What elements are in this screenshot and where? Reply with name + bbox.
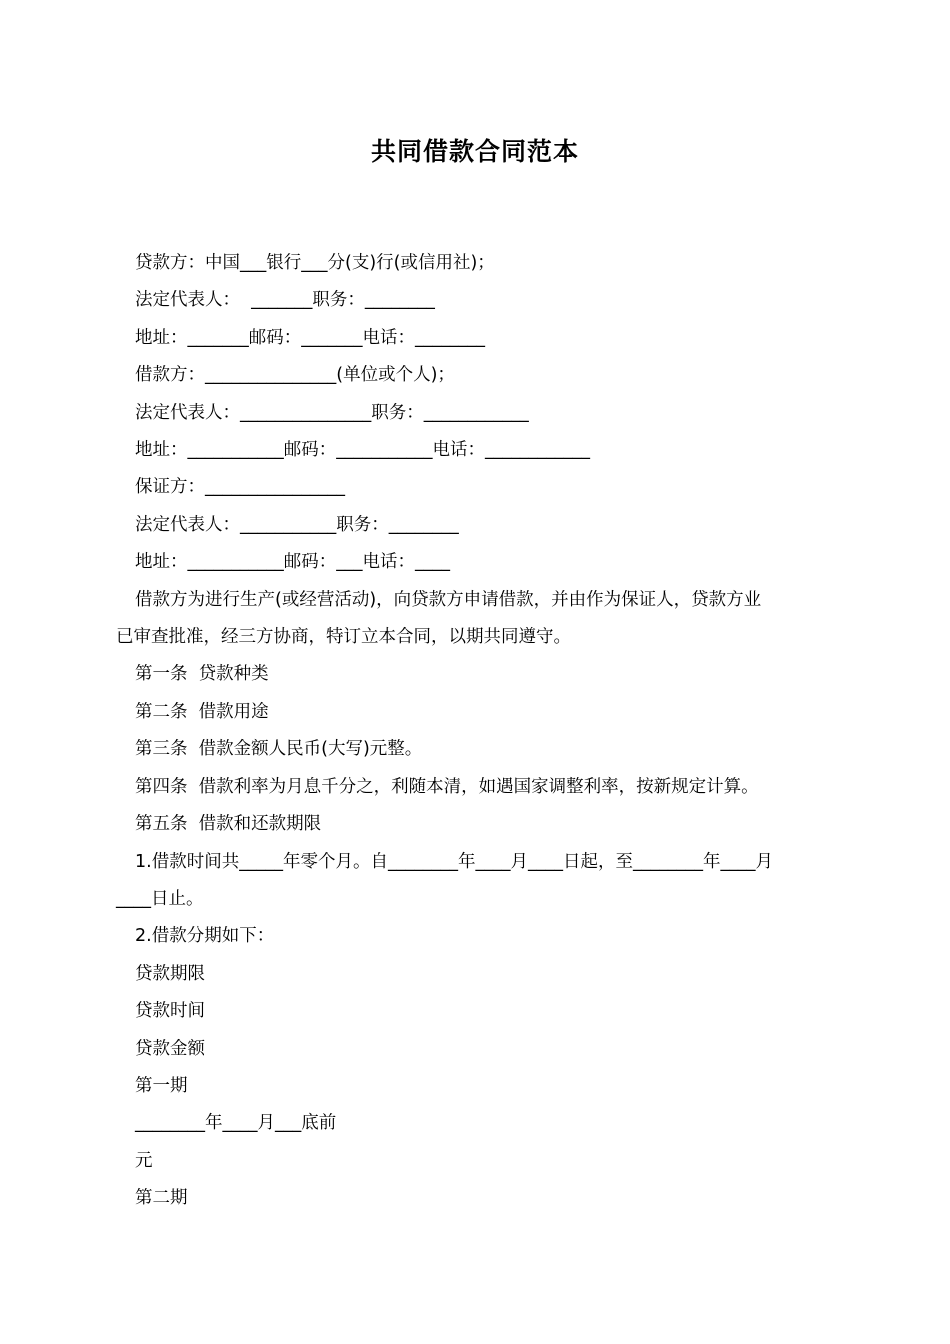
article-5: 第五条 借款和还款期限 bbox=[135, 814, 322, 835]
lender-address-line: 地址：_______邮码：_______电话：________ bbox=[135, 327, 485, 348]
lender-representative-line: 法定代表人： _______职务：________ bbox=[135, 290, 435, 311]
loan-period-label: 贷款期限 bbox=[135, 963, 205, 984]
document-title: 共同借款合同范本 bbox=[370, 137, 579, 166]
preamble-paragraph-continued: 已审查批准，经三方协商，特订立本合同，以期共同遵守。 bbox=[116, 627, 571, 648]
borrower-representative-line: 法定代表人：_______________职务：____________ bbox=[135, 402, 529, 423]
article-2: 第二条 借款用途 bbox=[135, 701, 269, 722]
guarantor-line: 保证方：________________ bbox=[135, 477, 345, 498]
article-1: 第一条 贷款种类 bbox=[135, 664, 269, 685]
article-3: 第三条 借款金额人民币(大写)元整。 bbox=[135, 739, 423, 760]
guarantor-address-line: 地址：___________邮码：___电话：____ bbox=[135, 552, 450, 573]
loan-term-item-continued: ____日止。 bbox=[116, 888, 204, 909]
guarantor-representative-line: 法定代表人：___________职务：________ bbox=[135, 514, 459, 535]
document-body bbox=[116, 245, 836, 1218]
borrower-line: 借款方：_______________(单位或个人)； bbox=[135, 365, 455, 386]
first-period-date: ________年____月___底前 bbox=[135, 1113, 337, 1134]
loan-term-item: 1.借款时间共_____年零个月。自________年____月____日起，至________年____月 bbox=[135, 851, 773, 872]
loan-time-label: 贷款时间 bbox=[135, 1001, 205, 1022]
first-period-amount-unit: 元 bbox=[135, 1150, 153, 1171]
second-period-label: 第二期 bbox=[135, 1188, 188, 1209]
installment-item: 2.借款分期如下： bbox=[135, 926, 275, 947]
preamble-paragraph: 借款方为进行生产(或经营活动)，向贷款方申请借款，并由作为保证人，贷款方业 bbox=[135, 589, 762, 610]
first-period-label: 第一期 bbox=[135, 1075, 188, 1096]
article-4: 第四条 借款利率为月息千分之，利随本清，如遇国家调整利率，按新规定计算。 bbox=[135, 776, 759, 797]
lender-line: 贷款方：中国___银行___分(支)行(或信用社)； bbox=[135, 253, 495, 273]
borrower-address-line: 地址：___________邮码：___________电话：____________ bbox=[135, 440, 590, 461]
loan-amount-label: 贷款金额 bbox=[135, 1038, 205, 1059]
